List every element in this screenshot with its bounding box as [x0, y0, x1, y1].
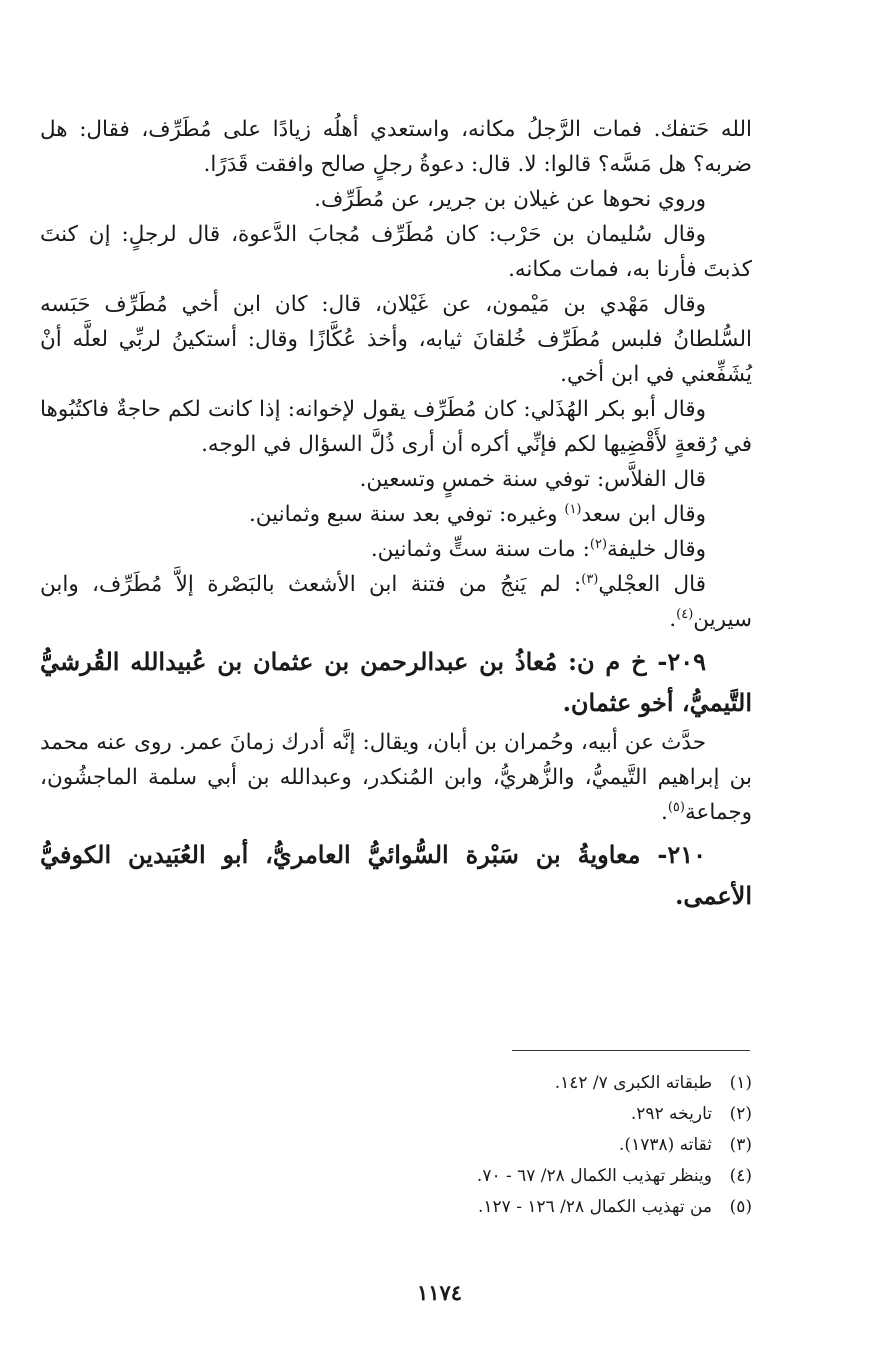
page-number: ١١٧٤ — [416, 1280, 463, 1305]
footnote-ref-2: (٢) — [589, 536, 608, 552]
footnote-ref-4: (٤) — [676, 606, 694, 622]
paragraph-mahdi: وقال مَهْدي بن مَيْمون، عن غَيْلان، قال: كان ابن أخي مُطَرِّف حَبَسه السُّلطانُ فلبس مُطَرِّف خُلقانَ ثيابه، وأخذ عُكَّازًا وقال: أستكينُ لربِّي لعلَّه أنْ يُشَفِّعني في ابن أخي. — [40, 292, 752, 387]
footnote-ref-5: (٥) — [667, 799, 685, 815]
ibn-saad-text-b: وغيره: توفي بعد سنة سبع وثمانين. — [248, 502, 565, 527]
entry-heading-209: ٢٠٩- خ م ن: مُعاذُ بن عبدالرحمن بن عثمان بن عُبيدالله القُرشيُّ التَّيميُّ، أخو عثمان. — [40, 647, 752, 717]
footnote-2 — [40, 1099, 752, 1130]
footnote-number: (٥) — [729, 1197, 752, 1217]
paragraph-sulayman: وقال سُليمان بن حَرْب: كان مُطَرِّف مُجابَ الدَّعوة، قال لرجلٍ: إن كنتَ كذبتَ فأرنا به، فمات مكانه. — [40, 222, 752, 282]
paragraph-ibn-saad — [40, 497, 752, 532]
footnote-text: من تهذيب الكمال ٢٨/ ١٢٦ - ١٢٧. — [477, 1197, 712, 1217]
footnote-text: تاريخه ٢٩٢. — [630, 1104, 712, 1124]
paragraph-fallas: قال الفلاَّس: توفي سنة خمسٍ وتسعين. — [359, 467, 706, 492]
footnote-4 — [40, 1161, 752, 1192]
main-text — [40, 112, 752, 918]
ijli-text-a: قال العجْلي — [598, 572, 706, 597]
footnote-ref-1: (١) — [564, 501, 582, 517]
footnote-text: طبقاته الكبرى ٧/ ١٤٢. — [554, 1073, 712, 1093]
paragraph-continuation: الله حَتفك. فمات الرَّجلُ مكانه، واستعدي أهلُه زيادًا على مُطَرِّف، فقال: هل ضربه؟ هل مَسَّه؟ قالوا: لا. قال: دعوةُ رجلٍ صالح وافقت قَدَرًا. — [40, 117, 752, 177]
paragraph-ijli — [40, 567, 752, 637]
paragraph-muadh — [40, 725, 752, 830]
muadh-text-a: حدَّث عن أبيه، وحُمران بن أبان، ويقال: إنَّه أدرك زمانَ عمر. روى عنه محمد بن إبراهيم التَّيميُّ، والزُّهريُّ، وابن المُنكدر، وعبدالله بن أبي سلمة الماجشُون، وجماعة — [40, 730, 752, 825]
paragraph-khalifa — [40, 532, 752, 567]
footnote-separator — [512, 1050, 750, 1051]
footnote-text: وينظر تهذيب الكمال ٢٨/ ٦٧ - ٧٠. — [476, 1166, 712, 1186]
ijli-text-c: . — [669, 607, 677, 632]
footnotes — [40, 1068, 752, 1223]
footnote-3 — [40, 1130, 752, 1161]
khalifa-text-a: وقال خليفة — [607, 537, 706, 562]
footnote-number: (١) — [729, 1073, 752, 1093]
footnote-5 — [40, 1192, 752, 1223]
khalifa-text-b: : مات سنة ستٍّ وثمانين. — [370, 537, 590, 562]
ibn-saad-text-a: وقال ابن سعد — [581, 502, 706, 527]
entry-heading-210: ٢١٠- معاويةُ بن سَبْرة السُّوائيُّ العامريُّ، أبو العُبَيدين الكوفيُّ الأعمى. — [40, 840, 752, 910]
footnote-text: ثقاته (١٧٣٨). — [619, 1135, 712, 1155]
paragraph-abu-bakr: وقال أبو بكر الهُذَلي: كان مُطَرِّف يقول لإخوانه: إذا كانت لكم حاجةٌ فاكتُبُوها في رُقعةٍ لأَقْضِيها لكم فإنِّي أكره أن أرى ذُلَّ السؤال في الوجه. — [40, 397, 752, 457]
footnote-number: (٢) — [729, 1104, 752, 1124]
footnote-1 — [40, 1068, 752, 1099]
footnote-ref-3: (٣) — [581, 571, 599, 587]
paragraph-ghilan: وروي نحوها عن غيلان بن جرير، عن مُطَرِّف. — [314, 187, 706, 212]
ijli-text-b: : لم يَنجُ من فتنة ابن الأشعث بالبَصْرة إلاَّ مُطَرِّف، وابن سيرين — [40, 572, 752, 632]
footnote-number: (٣) — [729, 1135, 752, 1155]
muadh-text-b: . — [661, 800, 668, 825]
footnote-number: (٤) — [729, 1166, 752, 1186]
